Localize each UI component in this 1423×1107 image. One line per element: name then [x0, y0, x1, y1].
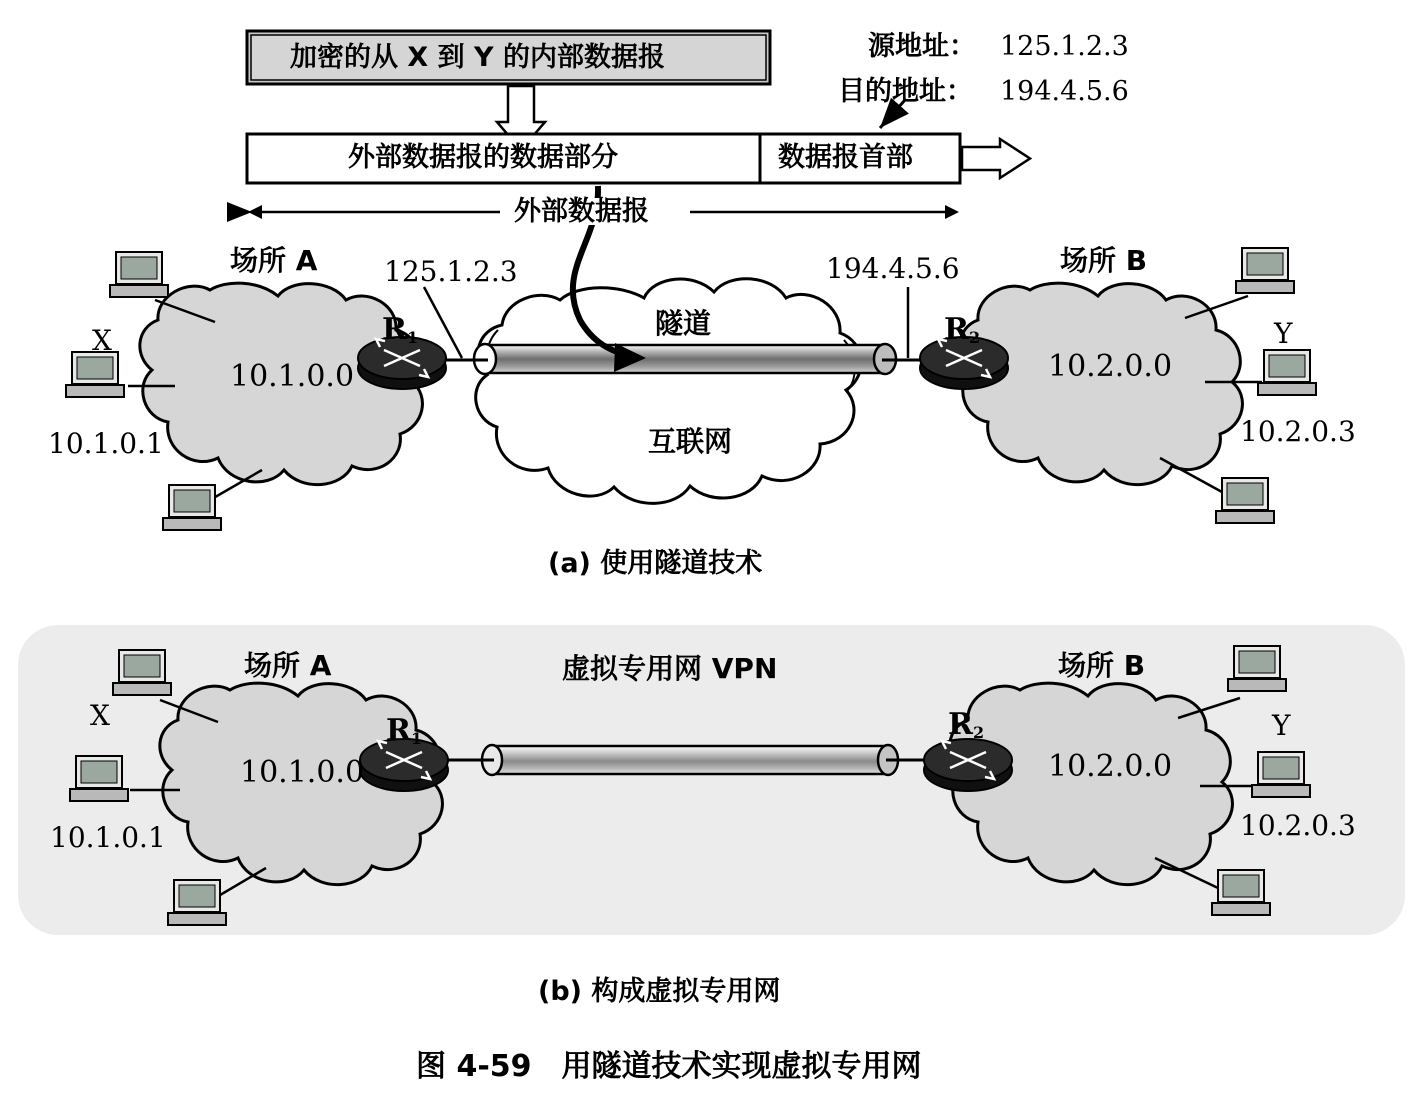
part-a-caption: (a) 使用隧道技术 — [548, 548, 763, 579]
host-y-ip-a: 10.2.0.3 — [1240, 415, 1356, 448]
router-r1-ip-a: 125.1.2.3 — [384, 255, 518, 288]
host-x-ip-b: 10.1.0.1 — [50, 821, 166, 854]
router-r1-label-b: $R_1$ — [386, 713, 423, 748]
host-x-label-b: X — [90, 699, 110, 732]
host-x-label-a: X — [92, 324, 112, 357]
router-r1-label-a: $R_1$ — [382, 312, 419, 347]
router-r2-label-b: $R_2$ — [948, 707, 985, 742]
figure-caption: 图 4-59 用隧道技术实现虚拟专用网 — [416, 1049, 922, 1084]
outer-datagram-span-label: 外部数据报 — [508, 198, 655, 225]
outer-payload-label: 外部数据报的数据部分 — [348, 142, 618, 173]
vpn-label: 虚拟专用网 VPN — [562, 652, 778, 685]
net-a-label-a: 10.1.0.0 — [230, 359, 355, 394]
internet-label: 互联网 — [648, 425, 733, 458]
datagram-header-label: 数据报首部 — [778, 142, 913, 173]
router-r2-label-a: $R_2$ — [944, 312, 981, 347]
net-a-label-b: 10.1.0.0 — [240, 755, 365, 790]
destination-address-label: 目的地址： — [838, 76, 973, 107]
source-address-value: 125.1.2.3 — [1000, 31, 1129, 62]
host-y-ip-b: 10.2.0.3 — [1240, 809, 1356, 842]
net-b-label-a: 10.2.0.0 — [1048, 349, 1173, 384]
tunnel-label: 隧道 — [655, 307, 712, 340]
inner-datagram-label: 加密的从 X 到 Y 的内部数据报 — [290, 42, 665, 73]
vpn-tube — [482, 745, 898, 775]
router-r2-ip-a: 194.4.5.6 — [826, 252, 960, 285]
router-r2-b — [924, 739, 1012, 791]
site-b-label-a: 场所 B — [1060, 244, 1148, 277]
site-a-label-a: 场所 A — [230, 244, 318, 277]
tunnel-tube — [474, 344, 896, 374]
net-b-label-b: 10.2.0.0 — [1048, 749, 1173, 784]
part-b-caption: (b) 构成虚拟专用网 — [538, 976, 781, 1007]
source-address-label: 源地址： — [868, 31, 976, 62]
site-b-label-b: 场所 B — [1058, 649, 1146, 682]
host-y-label-b: Y — [1272, 709, 1291, 742]
destination-address-value: 194.4.5.6 — [1000, 76, 1129, 107]
site-a-label-b: 场所 A — [244, 649, 332, 682]
host-y-label-a: Y — [1274, 317, 1293, 350]
host-x-ip-a: 10.1.0.1 — [48, 427, 164, 460]
